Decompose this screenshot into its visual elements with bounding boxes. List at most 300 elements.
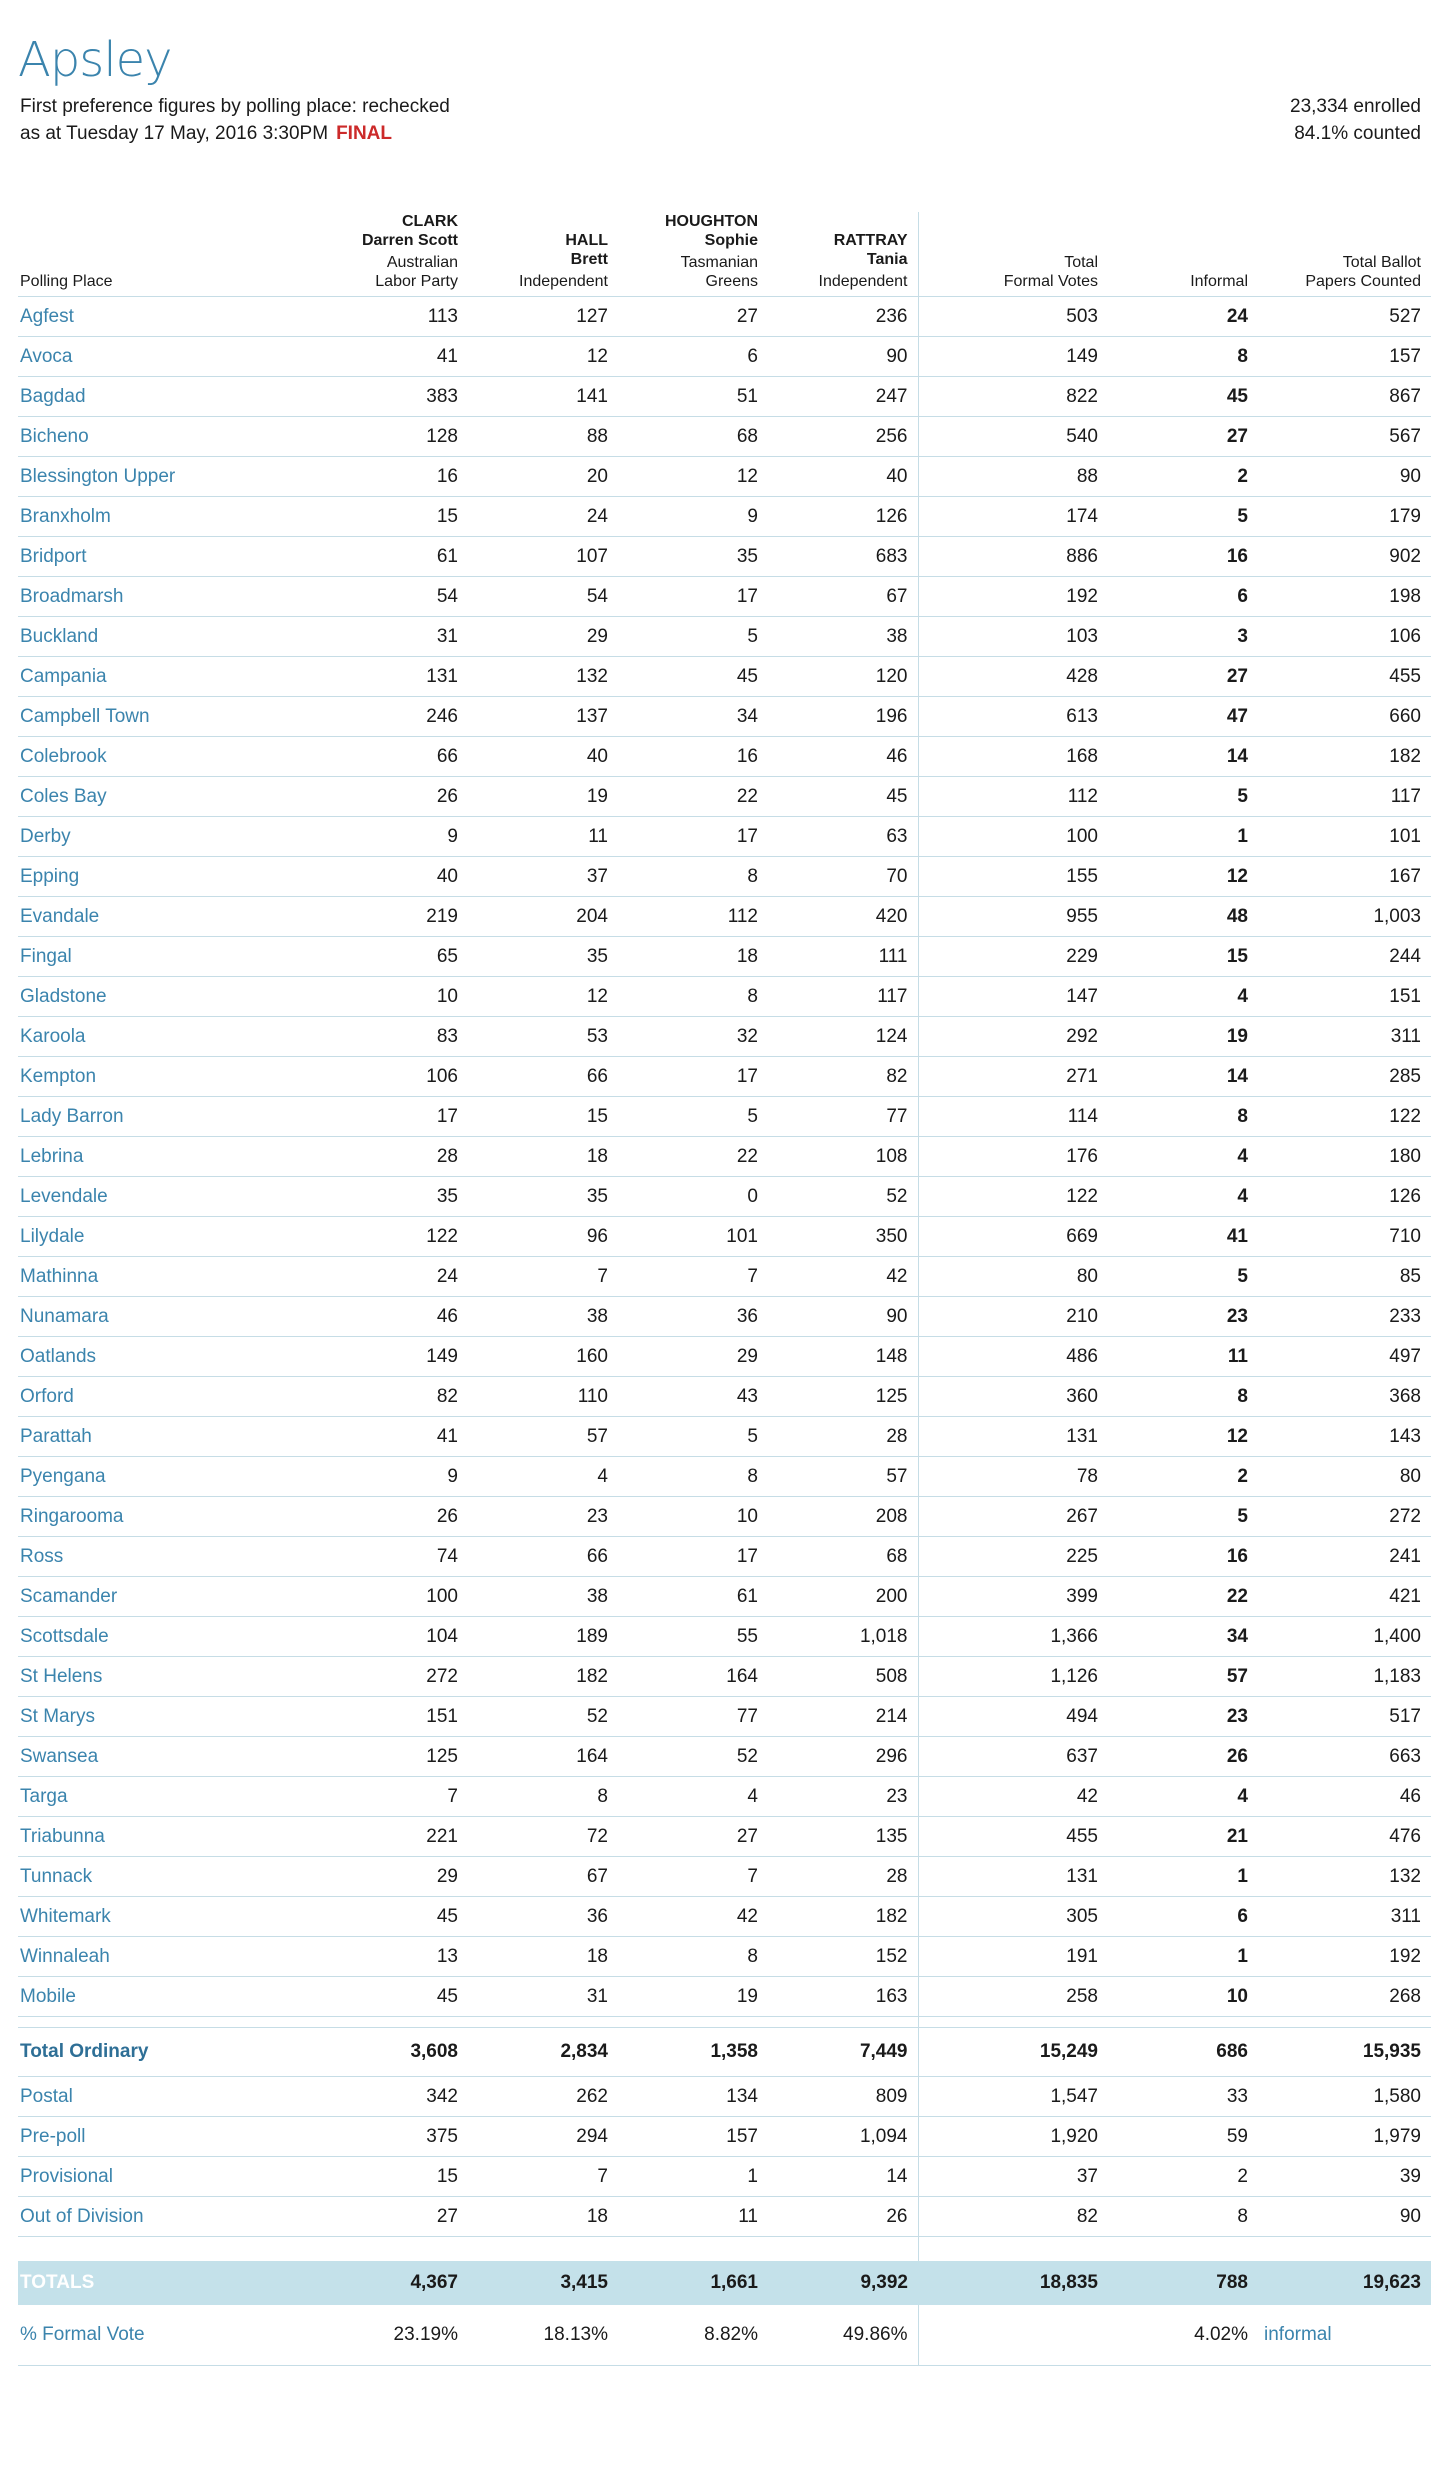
informal-cell: 1: [1108, 1937, 1258, 1977]
candidate-votes-cell: 262: [468, 2077, 618, 2117]
candidate-votes-cell: 342: [318, 2077, 468, 2117]
candidate-surname: HALL: [565, 232, 608, 249]
candidate-votes-cell: 12: [468, 977, 618, 1017]
informal-cell: 1: [1108, 1857, 1258, 1897]
candidate-votes-cell: 7: [468, 2157, 618, 2197]
candidate-votes-cell: 106: [318, 1057, 468, 1097]
polling-place-link[interactable]: Orford: [18, 1377, 318, 1417]
candidate-votes-cell: 7,449: [768, 2028, 918, 2077]
polling-place-row: [18, 337, 1431, 377]
total-ballot-cell: 268: [1258, 1977, 1431, 2017]
candidate-votes-cell: 3,415: [468, 2261, 618, 2305]
candidate-votes-cell: 57: [468, 1417, 618, 1457]
total-formal-cell: 360: [918, 1377, 1108, 1417]
total-formal-cell: 886: [918, 537, 1108, 577]
candidate-votes-cell: 18: [618, 937, 768, 977]
polling-place-link[interactable]: Ross: [18, 1537, 318, 1577]
informal-cell: 2: [1108, 1457, 1258, 1497]
candidate-votes-cell: 246: [318, 697, 468, 737]
candidate-votes-cell: 420: [768, 897, 918, 937]
informal-cell: 4: [1108, 1177, 1258, 1217]
candidate-votes-cell: 208: [768, 1497, 918, 1537]
section-spacer: [18, 2017, 1431, 2028]
polling-place-row: [18, 617, 1431, 657]
polling-place-link[interactable]: Triabunna: [18, 1817, 318, 1857]
total-formal-cell: 1,366: [918, 1617, 1108, 1657]
candidate-votes-cell: 67: [468, 1857, 618, 1897]
total-formal-cell: 292: [918, 1017, 1108, 1057]
informal-cell: 19: [1108, 1017, 1258, 1057]
candidate-votes-cell: 10: [318, 977, 468, 1017]
candidate-votes-cell: 5: [618, 1097, 768, 1137]
polling-place-link[interactable]: Swansea: [18, 1737, 318, 1777]
candidate-party: Tasmanian Greens: [680, 254, 758, 290]
total-ballot-cell: 85: [1258, 1257, 1431, 1297]
candidate-votes-cell: 82: [318, 1377, 468, 1417]
candidate-votes-cell: 14: [768, 2157, 918, 2197]
total-formal-cell: 1,920: [918, 2117, 1108, 2157]
polling-place-link[interactable]: Targa: [18, 1777, 318, 1817]
polling-place-link[interactable]: Agfest: [18, 297, 318, 337]
candidate-votes-cell: 100: [318, 1577, 468, 1617]
total-formal-cell: 192: [918, 577, 1108, 617]
table-header-row: [18, 212, 1431, 297]
total-ballot-cell: 867: [1258, 377, 1431, 417]
candidate-votes-cell: 27: [618, 1817, 768, 1857]
candidate-votes-cell: 17: [618, 1057, 768, 1097]
candidate-votes-cell: 1,094: [768, 2117, 918, 2157]
total-formal-cell: 503: [918, 297, 1108, 337]
candidate-votes-cell: 15: [318, 497, 468, 537]
polling-place-row: [18, 937, 1431, 977]
candidate-votes-cell: 70: [768, 857, 918, 897]
candidate-votes-cell: 66: [468, 1537, 618, 1577]
candidate-votes-cell: 66: [318, 737, 468, 777]
candidate-votes-cell: 23: [768, 1777, 918, 1817]
informal-cell: 1: [1108, 817, 1258, 857]
total-formal-cell: 822: [918, 377, 1108, 417]
empty-cell: [918, 2305, 1108, 2366]
candidate-votes-cell: 214: [768, 1697, 918, 1737]
candidate-votes-cell: 4: [618, 1777, 768, 1817]
polling-place-row: [18, 1337, 1431, 1377]
candidate-votes-cell: 52: [618, 1737, 768, 1777]
total-ballot-cell: 117: [1258, 777, 1431, 817]
polling-place-link[interactable]: Scottsdale: [18, 1617, 318, 1657]
candidate-votes-cell: 204: [468, 897, 618, 937]
polling-place-link[interactable]: Derby: [18, 817, 318, 857]
total-ballot-cell: 101: [1258, 817, 1431, 857]
total-ballot-cell: 126: [1258, 1177, 1431, 1217]
candidate-votes-cell: 135: [768, 1817, 918, 1857]
candidate-votes-cell: 27: [318, 2197, 468, 2237]
total-ballot-cell: 1,580: [1258, 2077, 1431, 2117]
candidate-surname: HOUGHTON: [664, 213, 758, 230]
polling-place-row: [18, 297, 1431, 337]
polling-place-row: [18, 737, 1431, 777]
informal-cell: 8: [1108, 2197, 1258, 2237]
candidate-votes-cell: 46: [768, 737, 918, 777]
polling-place-link[interactable]: Levendale: [18, 1177, 318, 1217]
candidate-votes-cell: 11: [618, 2197, 768, 2237]
total-formal-cell: 428: [918, 657, 1108, 697]
polling-place-link[interactable]: Oatlands: [18, 1337, 318, 1377]
informal-cell: 2: [1108, 2157, 1258, 2197]
polling-place-row: [18, 1737, 1431, 1777]
candidate-votes-cell: 134: [618, 2077, 768, 2117]
candidate-votes-cell: 112: [618, 897, 768, 937]
candidate-votes-cell: 124: [768, 1017, 918, 1057]
total-ballot-cell: 143: [1258, 1417, 1431, 1457]
candidate-percent-cell: 8.82%: [618, 2305, 768, 2366]
polling-place-link[interactable]: St Helens: [18, 1657, 318, 1697]
polling-place-row: [18, 1457, 1431, 1497]
candidate-votes-cell: 294: [468, 2117, 618, 2157]
total-ballot-cell: 311: [1258, 1897, 1431, 1937]
totals-label: TOTALS: [18, 2261, 318, 2305]
total-formal-cell: 613: [918, 697, 1108, 737]
total-formal-cell: 103: [918, 617, 1108, 657]
declaration-vote-row: [18, 2157, 1431, 2197]
candidate-votes-cell: 17: [318, 1097, 468, 1137]
polling-place-link[interactable]: Colebrook: [18, 737, 318, 777]
candidate-votes-cell: 46: [318, 1297, 468, 1337]
candidate-votes-cell: 809: [768, 2077, 918, 2117]
polling-place-link[interactable]: Coles Bay: [18, 777, 318, 817]
polling-place-row: [18, 1417, 1431, 1457]
total-ballot-cell: 1,979: [1258, 2117, 1431, 2157]
total-formal-cell: 88: [918, 457, 1108, 497]
informal-cell: 14: [1108, 737, 1258, 777]
polling-place-row: [18, 697, 1431, 737]
total-ballot-cell: 517: [1258, 1697, 1431, 1737]
polling-place-link[interactable]: Branxholm: [18, 497, 318, 537]
candidate-votes-cell: 16: [618, 737, 768, 777]
candidate-votes-cell: 54: [318, 577, 468, 617]
polling-place-link[interactable]: Ringarooma: [18, 1497, 318, 1537]
total-formal-cell: 37: [918, 2157, 1108, 2197]
total-ballot-cell: 180: [1258, 1137, 1431, 1177]
polling-place-row: [18, 1057, 1431, 1097]
polling-place-link[interactable]: Lilydale: [18, 1217, 318, 1257]
report-line-2: [20, 120, 450, 147]
informal-cell: 27: [1108, 657, 1258, 697]
polling-place-link[interactable]: Parattah: [18, 1417, 318, 1457]
total-ballot-cell: 106: [1258, 617, 1431, 657]
total-formal-cell: 486: [918, 1337, 1108, 1377]
candidate-votes-cell: 40: [768, 457, 918, 497]
polling-place-row: [18, 817, 1431, 857]
total-formal-cell: 229: [918, 937, 1108, 977]
total-ballot-cell: 192: [1258, 1937, 1431, 1977]
informal-cell: 14: [1108, 1057, 1258, 1097]
candidate-party: Independent: [818, 273, 908, 290]
polling-place-link[interactable]: Total Ordinary: [18, 2028, 318, 2077]
polling-place-link[interactable]: Evandale: [18, 897, 318, 937]
candidate-votes-cell: 29: [468, 617, 618, 657]
polling-place-link[interactable]: Campania: [18, 657, 318, 697]
candidate-votes-cell: 4: [468, 1457, 618, 1497]
total-ballot-cell: 80: [1258, 1457, 1431, 1497]
total-ballot-cell: 710: [1258, 1217, 1431, 1257]
candidate-votes-cell: 18: [468, 1937, 618, 1977]
candidate-votes-cell: 5: [618, 617, 768, 657]
candidate-votes-cell: 157: [618, 2117, 768, 2157]
percent-formal-link[interactable]: % Formal Vote: [18, 2305, 318, 2366]
candidate-votes-cell: 27: [618, 297, 768, 337]
total-ballot-cell: 157: [1258, 337, 1431, 377]
polling-place-link[interactable]: Mobile: [18, 1977, 318, 2017]
candidate-votes-cell: 34: [618, 697, 768, 737]
candidate-votes-cell: 7: [318, 1777, 468, 1817]
informal-cell: 6: [1108, 1897, 1258, 1937]
polling-place-link[interactable]: Mathinna: [18, 1257, 318, 1297]
informal-cell: 27: [1108, 417, 1258, 457]
candidate-votes-cell: 19: [468, 777, 618, 817]
polling-place-link[interactable]: Bridport: [18, 537, 318, 577]
candidate-votes-cell: 31: [318, 617, 468, 657]
candidate-votes-cell: 350: [768, 1217, 918, 1257]
total-ballot-cell: 476: [1258, 1817, 1431, 1857]
candidate-votes-cell: 111: [768, 937, 918, 977]
candidate-votes-cell: 77: [768, 1097, 918, 1137]
candidate-votes-cell: 61: [318, 537, 468, 577]
candidate-votes-cell: 18: [468, 1137, 618, 1177]
informal-cell: 22: [1108, 1577, 1258, 1617]
candidate-given-name: Darren Scott: [361, 232, 458, 249]
total-formal-cell: 122: [918, 1177, 1108, 1217]
candidate-votes-cell: 22: [618, 777, 768, 817]
total-formal-cell: 637: [918, 1737, 1108, 1777]
candidate-votes-cell: 28: [318, 1137, 468, 1177]
candidate-votes-cell: 125: [318, 1737, 468, 1777]
polling-place-link[interactable]: Postal: [18, 2077, 318, 2117]
informal-cell: 5: [1108, 1257, 1258, 1297]
informal-cell: 16: [1108, 1537, 1258, 1577]
report-description: [20, 93, 450, 147]
candidate-votes-cell: 42: [768, 1257, 918, 1297]
polling-place-link[interactable]: St Marys: [18, 1697, 318, 1737]
polling-place-row: [18, 1377, 1431, 1417]
polling-place-link[interactable]: Tunnack: [18, 1857, 318, 1897]
informal-cell: 59: [1108, 2117, 1258, 2157]
polling-place-link[interactable]: Karoola: [18, 1017, 318, 1057]
polling-place-link[interactable]: Avoca: [18, 337, 318, 377]
total-formal-cell: 1,547: [918, 2077, 1108, 2117]
candidate-votes-cell: 9: [618, 497, 768, 537]
polling-place-row: [18, 1857, 1431, 1897]
informal-cell: 8: [1108, 1097, 1258, 1137]
candidate-votes-cell: 36: [468, 1897, 618, 1937]
polling-place-link[interactable]: Out of Division: [18, 2197, 318, 2237]
counted-percent: 84.1% counted: [1294, 123, 1421, 144]
informal-cell: 11: [1108, 1337, 1258, 1377]
polling-place-link[interactable]: Lebrina: [18, 1137, 318, 1177]
total-ballot-cell: 1,183: [1258, 1657, 1431, 1697]
total-formal-header: Total Formal Votes: [918, 212, 1108, 297]
candidate-votes-cell: 4,367: [318, 2261, 468, 2305]
polling-place-link[interactable]: Gladstone: [18, 977, 318, 1017]
informal-cell: 5: [1108, 1497, 1258, 1537]
candidate-votes-cell: 26: [768, 2197, 918, 2237]
total-formal-cell: 168: [918, 737, 1108, 777]
candidate-votes-cell: 53: [468, 1017, 618, 1057]
informal-percent-cell: 4.02%: [1108, 2305, 1258, 2366]
total-formal-cell: 494: [918, 1697, 1108, 1737]
total-ballot-cell: 39: [1258, 2157, 1431, 2197]
candidate-votes-cell: 8: [468, 1777, 618, 1817]
polling-place-link[interactable]: Buckland: [18, 617, 318, 657]
candidate-votes-cell: 28: [768, 1857, 918, 1897]
candidate-votes-cell: 17: [618, 577, 768, 617]
total-ballot-cell: 90: [1258, 2197, 1431, 2237]
informal-cell: 10: [1108, 1977, 1258, 2017]
candidate-votes-cell: 82: [768, 1057, 918, 1097]
total-formal-cell: 80: [918, 1257, 1108, 1297]
candidate-percent-cell: 49.86%: [768, 2305, 918, 2366]
candidate-votes-cell: 65: [318, 937, 468, 977]
candidate-votes-cell: 16: [318, 457, 468, 497]
informal-cell: 5: [1108, 777, 1258, 817]
polling-place-link[interactable]: Campbell Town: [18, 697, 318, 737]
polling-place-link[interactable]: Bicheno: [18, 417, 318, 457]
total-ballot-cell: 527: [1258, 297, 1431, 337]
polling-place-link[interactable]: Fingal: [18, 937, 318, 977]
polling-place-row: [18, 1257, 1431, 1297]
candidate-party: Australian Labor Party: [375, 254, 458, 290]
total-ballot-cell: 567: [1258, 417, 1431, 457]
informal-link[interactable]: informal: [1258, 2305, 1431, 2366]
candidate-votes-cell: 35: [318, 1177, 468, 1217]
polling-place-link[interactable]: Lady Barron: [18, 1097, 318, 1137]
candidate-votes-cell: 101: [618, 1217, 768, 1257]
candidate-votes-cell: 52: [768, 1177, 918, 1217]
informal-cell: 2: [1108, 457, 1258, 497]
candidate-votes-cell: 24: [468, 497, 618, 537]
total-formal-cell: 271: [918, 1057, 1108, 1097]
final-status-badge: FINAL: [336, 123, 392, 144]
total-ballot-cell: 241: [1258, 1537, 1431, 1577]
polling-place-link[interactable]: Scamander: [18, 1577, 318, 1617]
candidate-votes-cell: 38: [468, 1297, 618, 1337]
candidate-votes-cell: 8: [618, 977, 768, 1017]
candidate-votes-cell: 12: [618, 457, 768, 497]
polling-place-link[interactable]: Whitemark: [18, 1897, 318, 1937]
total-formal-cell: 155: [918, 857, 1108, 897]
candidate-votes-cell: 296: [768, 1737, 918, 1777]
candidate-given-name: Sophie: [704, 232, 758, 249]
polling-place-link[interactable]: Blessington Upper: [18, 457, 318, 497]
total-ballot-cell: 902: [1258, 537, 1431, 577]
polling-place-link[interactable]: Epping: [18, 857, 318, 897]
candidate-votes-cell: 189: [468, 1617, 618, 1657]
informal-cell: 5: [1108, 497, 1258, 537]
candidate-votes-cell: 137: [468, 697, 618, 737]
candidate-votes-cell: 24: [318, 1257, 468, 1297]
polling-place-link[interactable]: Pyengana: [18, 1457, 318, 1497]
candidate-votes-cell: 247: [768, 377, 918, 417]
enrolled-count: 23,334 enrolled: [1290, 96, 1421, 117]
polling-place-link[interactable]: Pre-poll: [18, 2117, 318, 2157]
polling-place-row: [18, 1017, 1431, 1057]
candidate-votes-cell: 132: [468, 657, 618, 697]
total-formal-cell: 112: [918, 777, 1108, 817]
candidate-votes-cell: 23: [468, 1497, 618, 1537]
candidate-votes-cell: 90: [768, 337, 918, 377]
candidate-votes-cell: 67: [768, 577, 918, 617]
candidate-votes-cell: 37: [468, 857, 618, 897]
informal-cell: 34: [1108, 1617, 1258, 1657]
candidate-votes-cell: 66: [468, 1057, 618, 1097]
candidate-votes-cell: 22: [618, 1137, 768, 1177]
total-ballot-header: Total Ballot Papers Counted: [1258, 212, 1431, 297]
candidate-votes-cell: 151: [318, 1697, 468, 1737]
polling-place-link[interactable]: Kempton: [18, 1057, 318, 1097]
candidate-votes-cell: 1,018: [768, 1617, 918, 1657]
polling-place-row: [18, 1497, 1431, 1537]
informal-cell: 8: [1108, 337, 1258, 377]
polling-place-link[interactable]: Nunamara: [18, 1297, 318, 1337]
total-formal-cell: 78: [918, 1457, 1108, 1497]
candidate-votes-cell: 9: [318, 1457, 468, 1497]
total-ballot-cell: 198: [1258, 577, 1431, 617]
candidate-votes-cell: 6: [618, 337, 768, 377]
informal-cell: 4: [1108, 1137, 1258, 1177]
total-ballot-cell: 179: [1258, 497, 1431, 537]
total-ballot-cell: 19,623: [1258, 2261, 1431, 2305]
polling-place-row: [18, 537, 1431, 577]
informal-cell: 26: [1108, 1737, 1258, 1777]
total-formal-cell: 540: [918, 417, 1108, 457]
candidate-votes-cell: 1,358: [618, 2028, 768, 2077]
informal-cell: 3: [1108, 617, 1258, 657]
candidate-votes-cell: 256: [768, 417, 918, 457]
declaration-vote-row: [18, 2077, 1431, 2117]
candidate-given-name: Tania: [866, 251, 908, 268]
candidate-votes-cell: 3,608: [318, 2028, 468, 2077]
total-ballot-cell: 421: [1258, 1577, 1431, 1617]
candidate-votes-cell: 164: [618, 1657, 768, 1697]
candidate-votes-cell: 63: [768, 817, 918, 857]
total-formal-cell: 258: [918, 1977, 1108, 2017]
total-formal-cell: 42: [918, 1777, 1108, 1817]
informal-header: Informal: [1108, 212, 1258, 297]
candidate-votes-cell: 18: [468, 2197, 618, 2237]
polling-place-link[interactable]: Bagdad: [18, 377, 318, 417]
polling-place-row: [18, 1777, 1431, 1817]
candidate-votes-cell: 128: [318, 417, 468, 457]
candidate-votes-cell: 51: [618, 377, 768, 417]
candidate-votes-cell: 45: [618, 657, 768, 697]
candidate-votes-cell: 1,661: [618, 2261, 768, 2305]
informal-cell: 41: [1108, 1217, 1258, 1257]
total-formal-cell: 955: [918, 897, 1108, 937]
polling-place-link[interactable]: Winnaleah: [18, 1937, 318, 1977]
candidate-votes-cell: 29: [318, 1857, 468, 1897]
total-ballot-cell: 182: [1258, 737, 1431, 777]
total-formal-cell: 149: [918, 337, 1108, 377]
informal-cell: 45: [1108, 377, 1258, 417]
polling-place-link[interactable]: Broadmarsh: [18, 577, 318, 617]
total-ballot-cell: 497: [1258, 1337, 1431, 1377]
informal-cell: 4: [1108, 977, 1258, 1017]
candidate-votes-cell: 5: [618, 1417, 768, 1457]
candidate-votes-cell: 61: [618, 1577, 768, 1617]
candidate-votes-cell: 68: [618, 417, 768, 457]
polling-place-link[interactable]: Provisional: [18, 2157, 318, 2197]
polling-place-row: [18, 1137, 1431, 1177]
polling-place-row: [18, 857, 1431, 897]
